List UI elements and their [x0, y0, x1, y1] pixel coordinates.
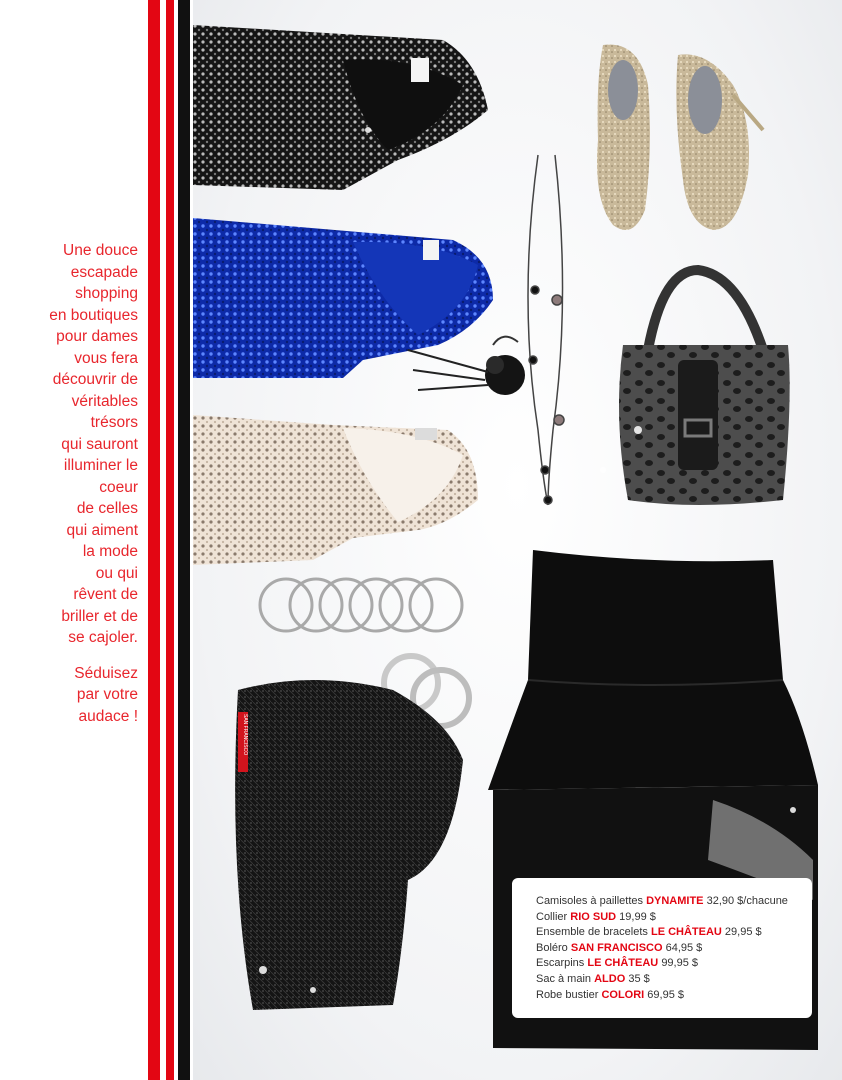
blue-sequin-camisole	[193, 218, 493, 378]
credit-price: 35 $	[628, 972, 650, 985]
product-credits	[512, 878, 812, 1018]
intro-line: escapade	[70, 263, 138, 281]
intro-line: coeur	[99, 478, 138, 496]
credit-item: Sac à main	[536, 972, 592, 985]
intro-line: en boutiques	[49, 306, 138, 324]
intro-line: par votre	[76, 686, 138, 703]
credit-item: Robe bustier	[536, 988, 599, 1001]
red-stripe	[148, 0, 160, 1080]
leopard-handbag	[619, 270, 790, 505]
credit-item: Collier	[536, 910, 568, 923]
credit-brand: LE CHÂTEAU	[587, 957, 659, 970]
credit-row	[512, 894, 812, 910]
bolero	[235, 680, 463, 1010]
credit-price: 64,95 $	[665, 941, 703, 954]
credit-item: Camisoles à paillettes	[536, 895, 643, 907]
credit-brand: SAN FRANCISCO	[570, 941, 663, 954]
intro-line: se cajoler.	[68, 629, 138, 646]
credit-brand: LE CHÂTEAU	[650, 926, 722, 939]
credit-row	[512, 941, 812, 957]
glitter-pumps	[597, 45, 763, 231]
intro-line: véritables	[71, 392, 138, 410]
red-stripe-inner	[166, 0, 174, 1080]
black-sequin-camisole	[193, 25, 488, 190]
credit-row	[512, 988, 812, 1004]
intro-line: rêvent de	[73, 586, 138, 603]
intro-paragraph-1	[0, 240, 138, 649]
intro-line: Séduisez	[74, 664, 138, 682]
credit-item: Boléro	[536, 941, 568, 954]
intro-line: qui aiment	[66, 521, 138, 539]
intro-line: audace !	[78, 707, 138, 725]
credit-price: 32,90 $/chacune	[706, 895, 788, 907]
intro-line: la mode	[82, 543, 138, 560]
intro-line: pour dames	[56, 328, 138, 345]
intro-line: découvrir de	[52, 371, 138, 388]
intro-line: vous fera	[74, 349, 138, 367]
credit-row	[512, 925, 812, 941]
credit-price: 99,95 $	[661, 957, 699, 970]
credit-item: Ensemble de bracelets	[536, 926, 648, 939]
intro-line: ou qui	[95, 564, 138, 582]
intro-line: Une douce	[63, 242, 138, 259]
credit-row	[512, 910, 812, 926]
intro-line: qui sauront	[61, 435, 138, 453]
credit-row	[512, 972, 812, 988]
credit-row	[512, 956, 812, 972]
intro-paragraph-2	[0, 663, 138, 728]
credit-price: 29,95 $	[724, 926, 762, 939]
intro-line: illuminer le	[63, 457, 138, 474]
credit-brand: COLORI	[601, 988, 645, 1001]
intro-line: trésors	[90, 414, 138, 431]
credit-brand: DYNAMITE	[646, 895, 704, 907]
bolero-tag-text: SAN FRANCISCO	[242, 714, 248, 756]
credit-item: Escarpins	[536, 957, 585, 970]
intro-line: shopping	[75, 285, 138, 302]
credit-price: 19,99 $	[619, 910, 656, 923]
intro-line: de celles	[76, 500, 138, 517]
necklace	[528, 155, 564, 505]
credit-brand: ALDO	[594, 972, 626, 985]
intro-line: briller et de	[61, 607, 138, 625]
credit-brand: RIO SUD	[570, 910, 617, 923]
credit-price: 69,95 $	[647, 988, 684, 1001]
black-stripe	[178, 0, 190, 1080]
cream-sequin-camisole	[193, 415, 478, 565]
intro-text	[0, 240, 138, 741]
